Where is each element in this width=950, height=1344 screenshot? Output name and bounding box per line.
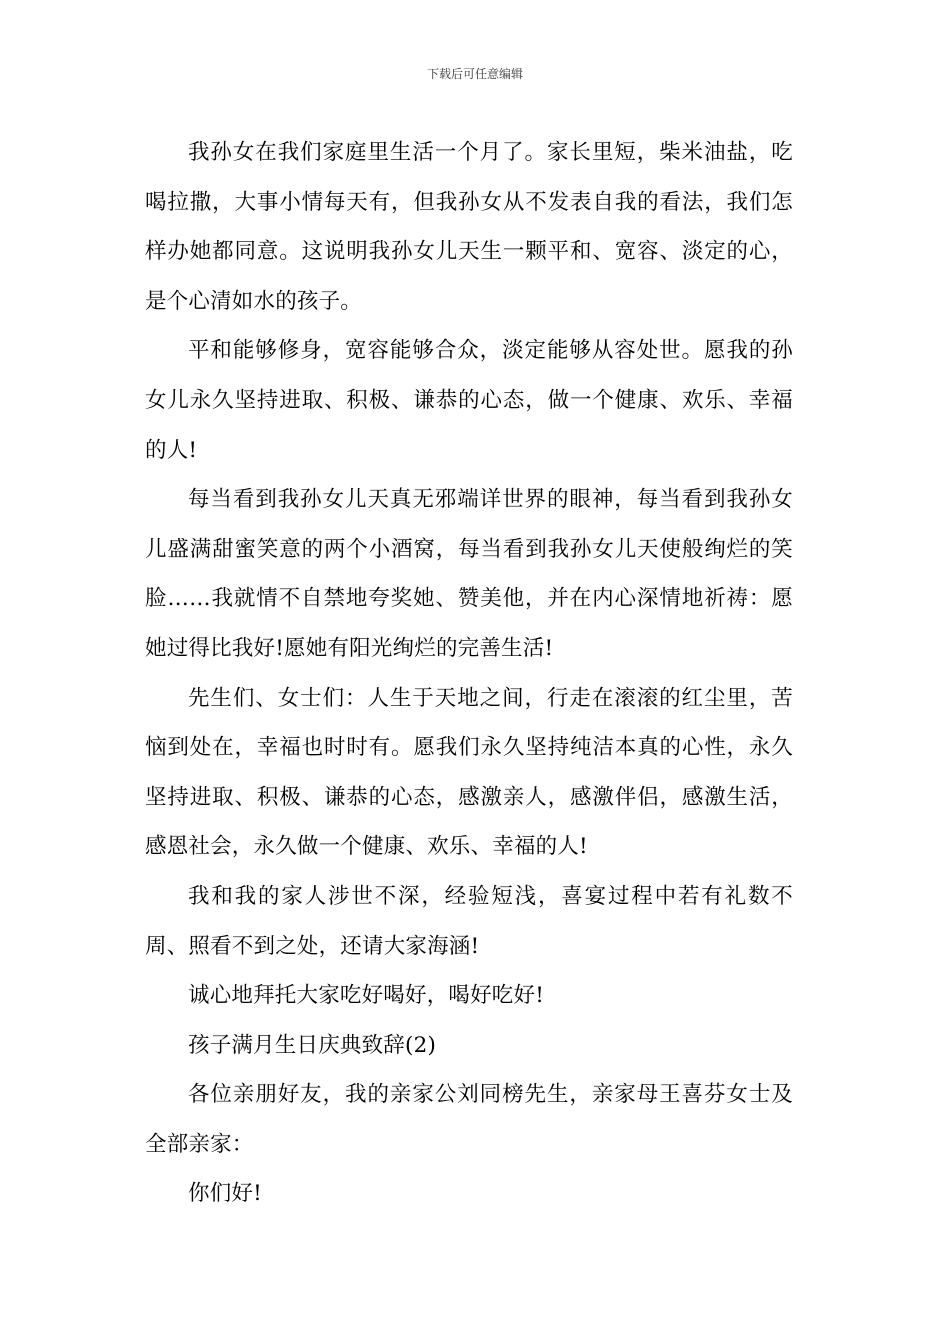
paragraph: 诚心地拜托大家吃好喝好，喝好吃好! (188, 983, 545, 1009)
paragraph: 你们好! (188, 1181, 262, 1207)
paragraph: 每当看到我孙女儿天真无邪端详世界的眼神，每当看到我孙女儿盛满甜蜜笑意的两个小酒窝，每当看到我孙女儿天使般绚烂的笑脸……我就情不自禁地夸奖她、赞美他，并在内心深情地祈祷：愿她过得比我好!愿她有阳光绚烂的完善生活! (145, 487, 793, 661)
section-heading: 孩子满月生日庆典致辞(2) (188, 1032, 437, 1058)
paragraph: 我孙女在我们家庭里生活一个月了。家长里短，柴米油盐，吃喝拉撒，大事小情每天有，但我孙女从不发表自我的看法，我们怎样办她都同意。这说明我孙女儿天生一颗平和、宽容、淡定的心，是个心清如水的孩子。 (145, 140, 793, 314)
paragraph: 平和能够修身，宽容能够合众，淡定能够从容处世。愿我的孙女儿永久坚持进取、积极、谦恭的心态，做一个健康、欢乐、幸福的人! (145, 338, 793, 463)
paragraph: 各位亲朋好友，我的亲家公刘同榜先生，亲家母王喜芬女士及全部亲家： (145, 1082, 793, 1157)
document-body (145, 128, 793, 1219)
page-header: 下载后可任意编辑 (426, 67, 523, 81)
paragraph: 我和我的家人涉世不深，经验短浅，喜宴过程中若有礼数不周、照看不到之处，还请大家海涵! (145, 883, 793, 959)
paragraph: 先生们、女士们：人生于天地之间，行走在滚滚的红尘里，苦恼到处在，幸福也时时有。愿我们永久坚持纯洁本真的心性，永久坚持进取、积极、谦恭的心态，感激亲人，感激伴侣，感激生活，感恩社会，永久做一个健康、欢乐、幸福的人! (145, 685, 793, 860)
